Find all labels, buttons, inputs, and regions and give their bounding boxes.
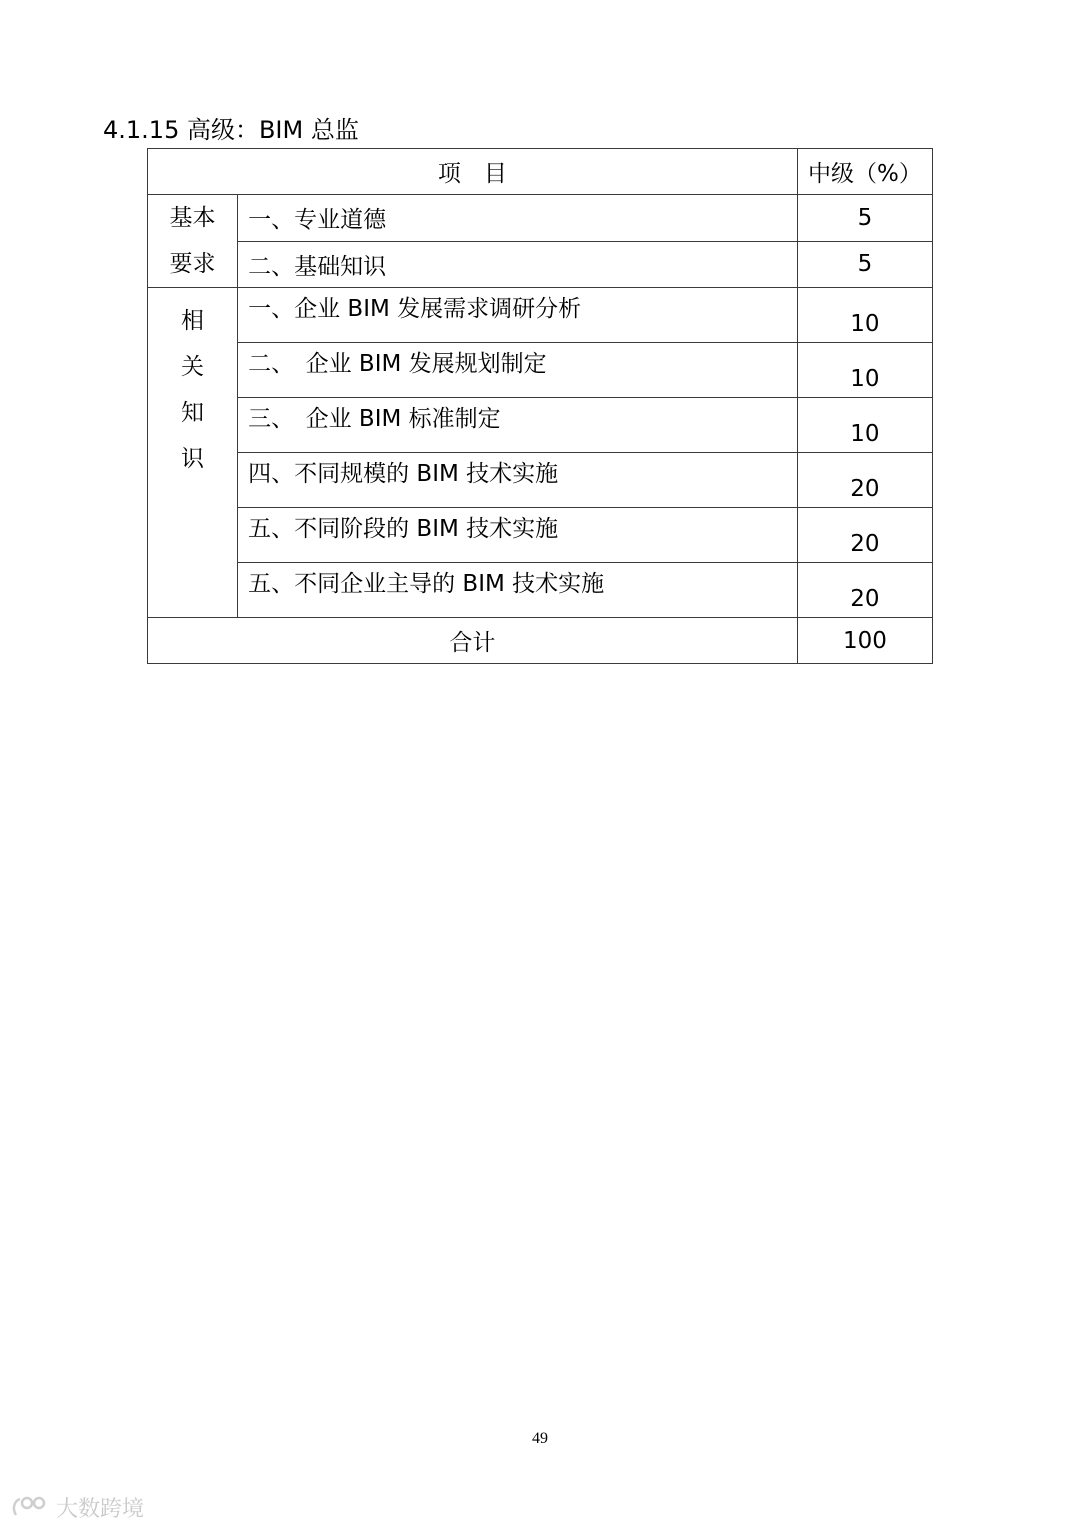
score-cell: 10 (797, 343, 932, 398)
score-cell: 20 (797, 453, 932, 508)
table-total-row (148, 618, 933, 664)
page-number: 49 (532, 1430, 548, 1447)
item-cell: 二、基础知识 (238, 241, 798, 288)
table-row (148, 288, 933, 343)
score-table (147, 148, 933, 664)
watermark (10, 1492, 144, 1523)
group-label-char: 知 (181, 400, 205, 426)
score-cell: 20 (797, 563, 932, 618)
item-cell: 三、 企业 BIM 标准制定 (238, 398, 798, 453)
item-cell: 一、企业 BIM 发展需求调研分析 (238, 288, 798, 343)
score-cell: 10 (797, 288, 932, 343)
score-cell: 5 (797, 195, 932, 242)
table-row (148, 508, 933, 563)
score-table-container (147, 148, 933, 656)
section-heading: 4.1.15 高级：BIM 总监 (103, 116, 359, 144)
header-score: 中级（%） (797, 149, 932, 195)
table-row (148, 398, 933, 453)
item-cell: 四、不同规模的 BIM 技术实施 (238, 453, 798, 508)
score-cell: 10 (797, 398, 932, 453)
score-cell: 20 (797, 508, 932, 563)
watermark-text: 大数跨境 (56, 1497, 145, 1522)
table-row (148, 195, 933, 242)
group-label-line: 要求 (169, 251, 216, 277)
group-label-line: 基本 (169, 205, 216, 231)
group-label-char: 识 (181, 446, 205, 472)
group-label-basic (148, 195, 238, 288)
score-cell: 5 (797, 241, 932, 288)
table-row (148, 343, 933, 398)
group-label-char: 相 (181, 308, 205, 334)
group-label-char: 关 (181, 354, 205, 380)
total-score: 100 (797, 618, 932, 664)
item-cell: 五、不同企业主导的 BIM 技术实施 (238, 563, 798, 618)
total-label: 合计 (148, 618, 798, 664)
table-header-row (148, 149, 933, 195)
item-cell: 二、 企业 BIM 发展规划制定 (238, 343, 798, 398)
table-row (148, 241, 933, 288)
table-row (148, 563, 933, 618)
header-item: 项 目 (148, 149, 798, 195)
brand-logo-icon (10, 1495, 50, 1521)
table-row (148, 453, 933, 508)
item-cell: 五、不同阶段的 BIM 技术实施 (238, 508, 798, 563)
item-cell: 一、专业道德 (238, 195, 798, 242)
group-label-related (148, 288, 238, 618)
